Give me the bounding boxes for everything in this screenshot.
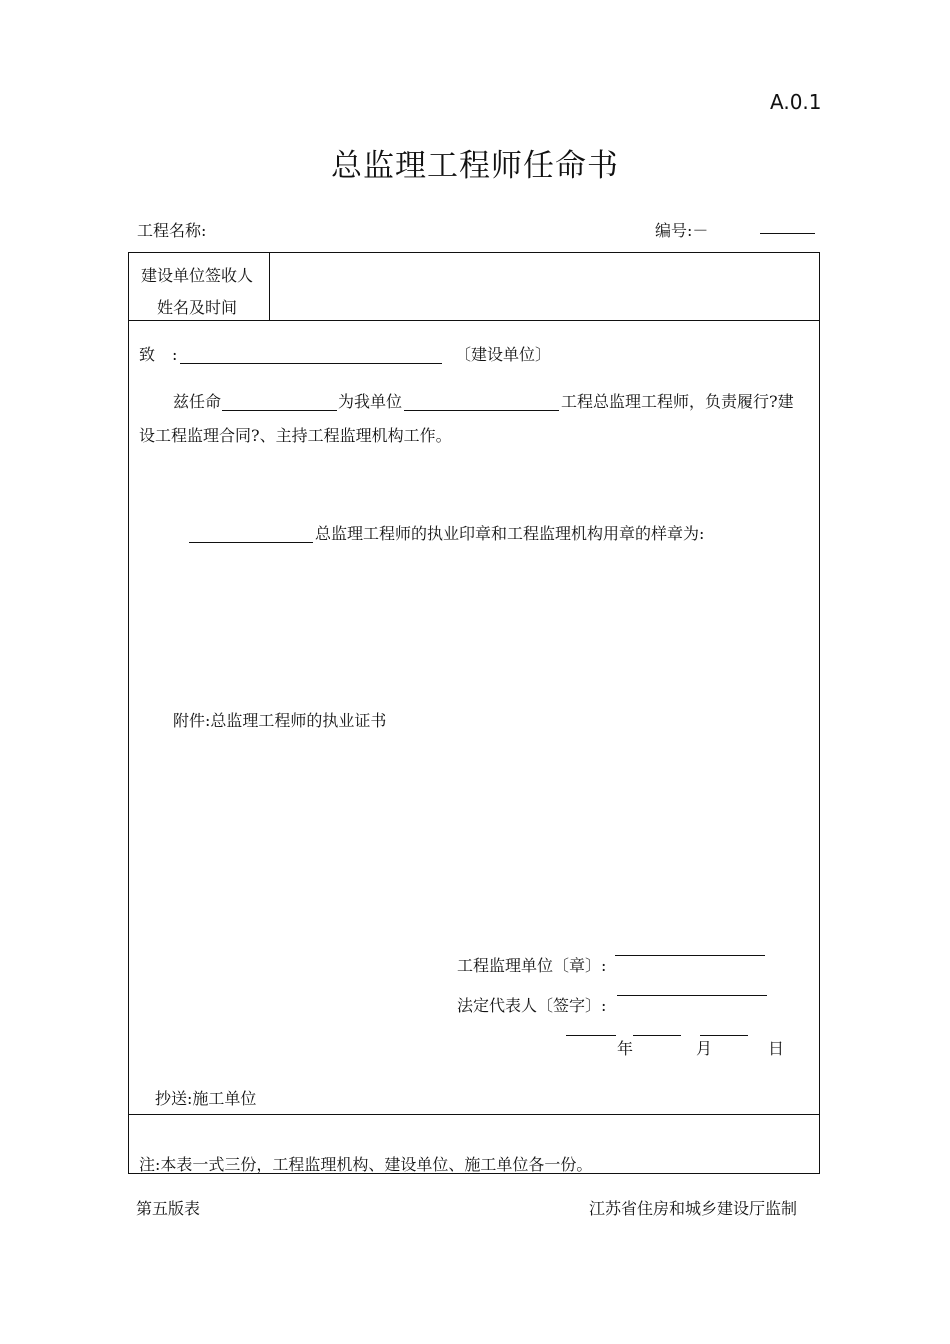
month-underline[interactable] [633,1035,681,1036]
header-divider [269,253,270,321]
project-name-label: 工程名称: [137,221,207,240]
date-year: 年 [617,1039,634,1058]
form-code: A.0.1 [770,90,822,114]
appoint-mid: 为我单位 [338,392,403,411]
signee-label-line2: 姓名及时间 [157,298,238,317]
year-underline[interactable] [566,1035,616,1036]
supervisor-unit-underline[interactable] [615,955,765,956]
date-day: 日 [768,1039,785,1058]
seal-text: 总监理工程师的执业印章和工程监理机构用章的样章为: [315,524,705,543]
row-divider-top [129,320,819,321]
project-underline[interactable] [404,410,559,411]
appoint-prefix: 兹任命 [173,392,222,411]
number-underline[interactable] [760,233,815,234]
appoint-suffix: 工程总监理工程师，负责履行?建 [561,392,794,411]
signee-field[interactable] [271,255,817,319]
day-underline[interactable] [700,1035,748,1036]
footer-right: 江苏省住房和城乡建设厅监制 [589,1199,798,1218]
footer-left: 第五版表 [136,1199,201,1218]
date-month: 月 [696,1039,713,1058]
cc-line: 抄送:施工单位 [155,1089,257,1108]
appointee-underline[interactable] [222,410,337,411]
seal-name-underline[interactable] [189,542,313,543]
to-suffix: 〔建设单位〕 [455,345,552,364]
to-label: 致 [139,345,156,364]
row-divider-bottom [129,1114,819,1115]
attachment: 附件:总监理工程师的执业证书 [173,711,387,730]
page-title: 总监理工程师任命书 [331,148,619,184]
supervisor-unit-label: 工程监理单位〔章〕: [457,956,607,975]
to-underline[interactable] [180,363,442,364]
legal-rep-label: 法定代表人〔签字〕: [457,996,607,1015]
note: 注:本表一式三份，工程监理机构、建设单位、施工单位各一份。 [139,1155,593,1174]
legal-rep-underline[interactable] [617,995,767,996]
to-colon: : [172,345,178,364]
appoint-line2: 设工程监理合同?、主持工程监理机构工作。 [139,426,452,445]
number-label: 编号:－ [655,221,709,240]
signee-label-line1: 建设单位签收人 [141,266,254,285]
